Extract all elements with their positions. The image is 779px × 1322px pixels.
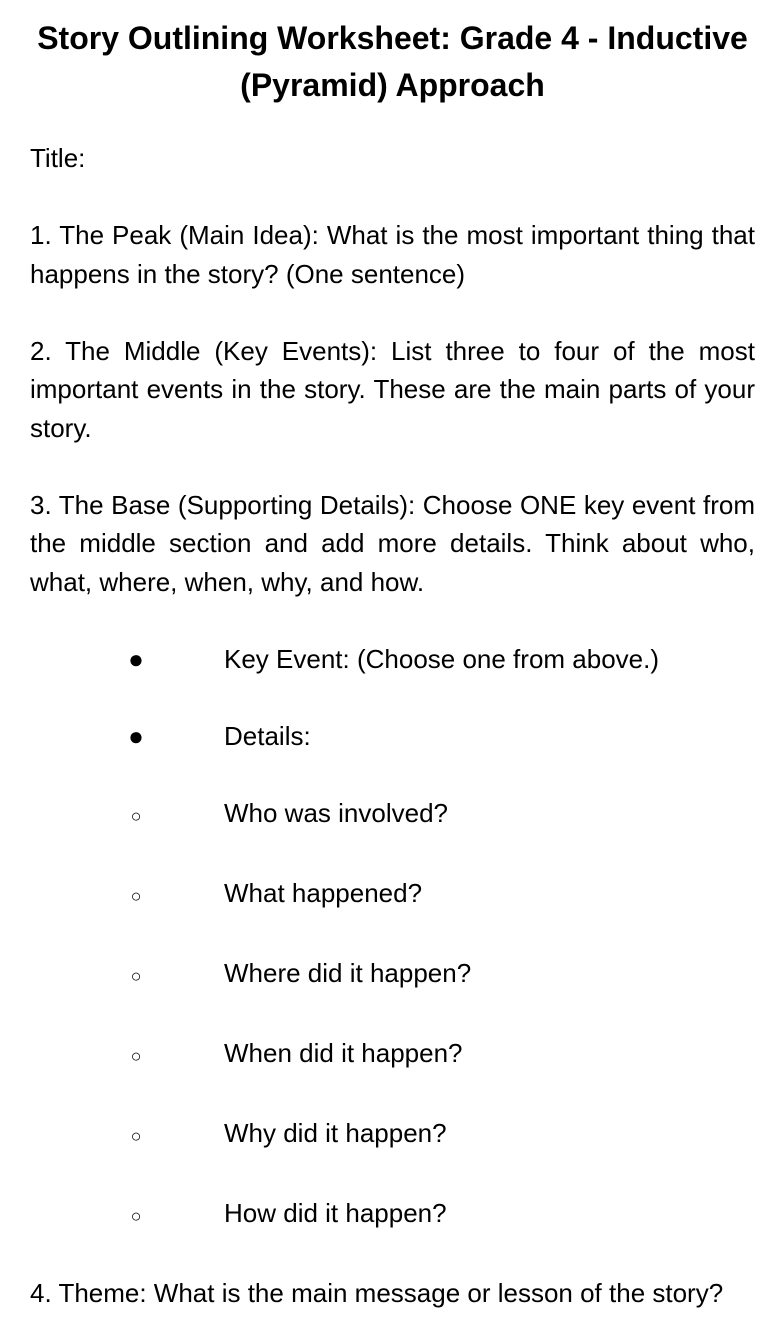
sub-bullet-what bbox=[30, 874, 755, 916]
section-peak: 1. The Peak (Main Idea): What is the most important thing that happens in the story? (One sentence) bbox=[30, 220, 755, 289]
bullet-marker: ● bbox=[128, 643, 144, 674]
bullet-key-event bbox=[30, 640, 755, 679]
section-middle: 2. The Middle (Key Events): List three to four of the most important events in the story. These are the main parts of your story. bbox=[30, 335, 755, 443]
sub-bullet-why bbox=[30, 1114, 755, 1156]
sub-bullet-marker: ○ bbox=[130, 1125, 142, 1146]
sub-bullet-marker: ○ bbox=[130, 1045, 142, 1066]
sub-bullet-marker: ○ bbox=[130, 1205, 142, 1226]
sub-bullet-how bbox=[30, 1194, 755, 1236]
bullet-text: Key Event: (Choose one from above.) bbox=[224, 643, 660, 674]
title-label: Title: bbox=[30, 143, 86, 173]
sub-bullet-marker: ○ bbox=[130, 805, 142, 826]
sub-bullet-text: How did it happen? bbox=[224, 1197, 447, 1228]
sub-bullet-text: Why did it happen? bbox=[224, 1117, 447, 1148]
sub-bullet-when bbox=[30, 1034, 755, 1076]
sub-bullet-where bbox=[30, 954, 755, 996]
section-theme: 4. Theme: What is the main message or lesson of the story? bbox=[30, 1277, 724, 1308]
sub-bullet-who bbox=[30, 794, 755, 836]
sub-bullet-text: Who was involved? bbox=[224, 797, 448, 828]
bullet-text: Details: bbox=[224, 720, 311, 751]
sub-bullet-marker: ○ bbox=[130, 965, 142, 986]
bullet-marker: ● bbox=[128, 720, 144, 751]
section-base: 3. The Base (Supporting Details): Choose ONE key event from the middle section and add more details. Think about who, what, where, when, why, and how. bbox=[30, 489, 755, 597]
sub-bullet-text: When did it happen? bbox=[224, 1037, 463, 1068]
worksheet-heading: Story Outlining Worksheet: Grade 4 - Inductive (Pyramid) Approach bbox=[37, 20, 748, 103]
sub-bullet-text: What happened? bbox=[224, 877, 423, 908]
sub-bullet-text: Where did it happen? bbox=[224, 957, 472, 988]
bullet-details bbox=[30, 717, 755, 756]
sub-bullet-marker: ○ bbox=[130, 885, 142, 906]
